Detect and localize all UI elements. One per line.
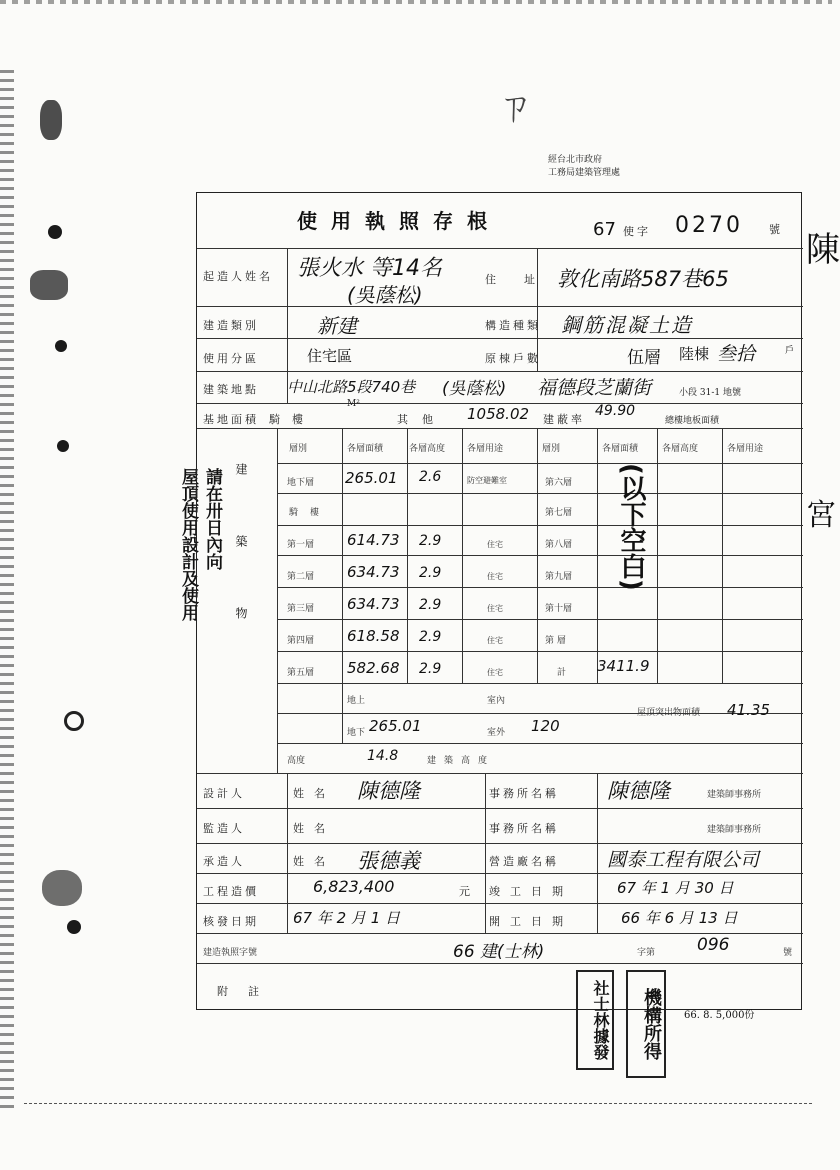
designer-name-label: 姓名: [293, 787, 335, 800]
seal-stamp: [576, 970, 614, 1070]
cost-label: 工程造價: [203, 885, 259, 898]
floor-area: 265.01: [345, 469, 398, 487]
address-label: 住址: [485, 273, 563, 286]
col-rule: [342, 429, 343, 744]
structure-type-label: 構造種類: [485, 319, 541, 332]
col-rule: [722, 429, 723, 684]
col-height: 各層高度: [409, 444, 446, 454]
floor-name: 第一層: [287, 540, 315, 550]
seal-stamp-text: 據發: [591, 1028, 610, 1060]
floor-height: 2.6: [419, 469, 442, 485]
issue-value: 67 年 2 月 1 日: [293, 909, 401, 927]
designer-name-value: 陳德隆: [357, 779, 420, 803]
floor-area: 634.73: [347, 563, 400, 581]
floor-name: 第 層: [545, 636, 566, 646]
issue-label: 核發日期: [203, 915, 259, 928]
contractor-name-value: 張德義: [357, 849, 420, 873]
floor-area: 634.73: [347, 595, 400, 613]
print-mark: 66. 8. 5,000份: [684, 1010, 755, 1021]
table-rule: [277, 587, 803, 588]
usage-label: 使用分區: [203, 352, 259, 365]
supervisor-office-label: 事務所名稱: [489, 822, 559, 835]
col-rule: [462, 429, 463, 684]
floor-height: 2.9: [419, 565, 442, 581]
side-note-2: 請在卅日內向: [202, 468, 222, 570]
contractor-name-label: 姓名: [293, 855, 335, 868]
col-rule: [407, 429, 408, 684]
households-unit: 戶: [785, 346, 795, 356]
permit-word: 使字: [623, 225, 651, 238]
area-total-value: 1058.02: [467, 405, 530, 423]
applicant-label: 起造人姓名: [203, 270, 273, 283]
floor-height: 2.9: [419, 629, 442, 645]
floor-use: 住宅: [487, 540, 503, 549]
usage-value: 住宅區: [307, 347, 353, 365]
sub-below: 地下: [347, 728, 366, 738]
row-rule: [197, 428, 803, 429]
designer-office-label: 事務所名稱: [489, 787, 559, 800]
ink-blot: [30, 270, 68, 300]
area-unit-m2: M²: [347, 399, 360, 409]
col-floor: 層別: [289, 444, 308, 454]
binder-hole: [67, 920, 81, 934]
floor-area-label: 總樓地板面積: [665, 416, 720, 426]
parking-out: 室外: [487, 728, 506, 738]
structure-label: 建造類別: [203, 319, 259, 332]
units-label: 原棟戶數: [485, 352, 541, 365]
page-bottom-rule: [24, 1103, 812, 1104]
permit-form: [196, 192, 802, 1010]
permit-year: 67: [593, 219, 616, 240]
top-mark-center: ㄗ: [496, 85, 535, 129]
floor-name: 第五層: [287, 668, 315, 678]
location-lot: 小段 31-1 地號: [679, 388, 741, 398]
households-value: 叁拾: [717, 343, 756, 365]
location-label: 建築地點: [203, 383, 259, 396]
binder-hole: [57, 440, 69, 452]
approval-stamp-line2: 工務局建築管理處: [548, 168, 621, 178]
completion-value: 67 年 1 月 30 日: [617, 879, 734, 897]
floor-use: 住宅: [487, 604, 503, 613]
col-floor-right: 層別: [542, 444, 561, 454]
floor-height: 2.9: [419, 661, 442, 677]
floor-name: 騎樓: [289, 508, 332, 518]
height-value: 14.8: [367, 748, 399, 764]
permit-number: 0270: [675, 213, 743, 238]
area-label: 基地面積: [203, 413, 259, 426]
table-rule: [277, 463, 803, 464]
col-usage-right: 各層用途: [727, 444, 764, 454]
floor-height: 2.9: [419, 533, 442, 549]
permit-ref-value: 66 建(士林): [453, 942, 545, 962]
seal-stamp: [626, 970, 666, 1078]
structure-value: 新建: [317, 314, 357, 338]
permit-ref-suffix: 號: [783, 948, 793, 958]
floor-name: 第四層: [287, 636, 315, 646]
units-value: 伍層: [627, 348, 661, 368]
floor-use: 住宅: [487, 668, 503, 677]
permit-ref-label: 建造執照字號: [203, 948, 258, 958]
table-rule: [277, 651, 803, 652]
parking-in: 室內: [487, 696, 506, 706]
col-rule: [597, 429, 598, 684]
roof-label: 屋頂突出物面積: [637, 708, 701, 718]
contractor-label: 承造人: [203, 855, 245, 868]
floor-name: 第九層: [545, 572, 573, 582]
floor-use: 住宅: [487, 572, 503, 581]
table-rule: [277, 555, 803, 556]
floor-area: 614.73: [347, 531, 400, 549]
supervisor-office-suffix: 建築師事務所: [707, 825, 762, 835]
table-rule: [277, 525, 803, 526]
floor-area: 582.68: [347, 659, 400, 677]
permit-ref-number: 096: [697, 935, 730, 955]
designer-label: 設計人: [203, 787, 245, 800]
table-rule: [277, 713, 803, 714]
col-area-right: 各層面積: [602, 444, 639, 454]
col-height-right: 各層高度: [662, 444, 699, 454]
ink-blot: [42, 870, 82, 906]
permit-suffix: 號: [769, 223, 783, 236]
roof-value: 41.35: [727, 701, 770, 719]
floor-name: 第十層: [545, 604, 573, 614]
col-rule: [537, 429, 538, 684]
cost-unit: 元: [459, 885, 473, 898]
table-rule: [277, 493, 803, 494]
floor-height: 2.9: [419, 597, 442, 613]
building-side-label: 建築物: [234, 463, 248, 679]
floor-name: 地下層: [287, 478, 315, 488]
designer-office-value: 陳德隆: [607, 779, 670, 803]
location-value-3: 福德段芝蘭街: [537, 377, 652, 399]
floor-name: 第七層: [545, 508, 573, 518]
floor-area: 618.58: [347, 627, 400, 645]
area-total-label: 其他: [397, 413, 447, 426]
row-rule: [197, 963, 803, 964]
table-rule: [277, 619, 803, 620]
location-value: 中山北路5段740巷: [287, 378, 416, 396]
supervisor-label: 監造人: [203, 822, 245, 835]
coverage-value: 49.90: [595, 403, 636, 419]
binder-hole: [55, 340, 67, 352]
floor-use: 防空避難室: [467, 476, 507, 485]
supervisor-name-label: 姓名: [293, 822, 335, 835]
right-margin-char: 宮: [806, 498, 836, 533]
page-top-rule: [0, 0, 832, 4]
right-margin-char: 陳: [806, 230, 840, 270]
eave-label: 建築高度: [427, 756, 496, 766]
ink-blot: [40, 100, 62, 140]
approval-stamp: [548, 154, 763, 194]
sub-above: 地上: [347, 696, 366, 706]
floor-use: 住宅: [487, 636, 503, 645]
binder-edge: [0, 70, 14, 1110]
permit-ref-number-label: 字第: [637, 948, 656, 958]
area-left-label: 騎樓: [269, 413, 315, 426]
floor-name: 第八層: [545, 540, 573, 550]
contractor-firm-value: 國泰工程有限公司: [607, 849, 760, 871]
floor-name: 第三層: [287, 604, 315, 614]
applicant-value-2: (吳蔭松): [347, 283, 423, 307]
floor-name: 計: [557, 668, 567, 678]
side-note-1: 屋頂使用設計及使用: [178, 468, 198, 621]
start-value: 66 年 6 月 13 日: [621, 909, 738, 927]
floor-name: 第二層: [287, 572, 315, 582]
seal-stamp-text: 社士林: [591, 980, 610, 1028]
floor-name: 第六層: [545, 478, 573, 488]
applicant-value: 張火水 等14名: [297, 256, 442, 281]
total-value: 3411.9: [597, 657, 650, 675]
contractor-firm-label: 營造廠名稱: [489, 855, 559, 868]
binder-hole: [48, 225, 62, 239]
col-rule: [287, 773, 288, 933]
completion-label: 竣工日期: [489, 885, 573, 898]
col-usage: 各層用途: [467, 444, 504, 454]
row-rule: [197, 933, 803, 934]
col-rule: [657, 429, 658, 684]
cost-value: 6,823,400: [313, 877, 395, 896]
height-label: 高度: [287, 756, 306, 766]
coverage-label: 建蔽率: [543, 413, 585, 426]
table-rule: [277, 683, 803, 684]
right-blank-note: (以下空白): [616, 463, 646, 591]
parking-value: 120: [531, 717, 560, 735]
start-label: 開工日期: [489, 915, 573, 928]
table-rule: [277, 743, 803, 744]
seal-stamp-text: 機構所得: [641, 988, 662, 1060]
col-rule: [485, 773, 486, 933]
location-value-2: (吳蔭松): [442, 379, 507, 399]
address-value: 敦化南路587巷65: [557, 267, 729, 291]
units-extra: 陸棟: [679, 345, 710, 363]
approval-stamp-line1: 經台北市政府: [548, 155, 603, 165]
col-rule: [277, 429, 278, 774]
form-title: 使用執照存根: [297, 209, 501, 233]
structure-type-value: 鋼筋混凝土造: [561, 313, 693, 337]
col-area: 各層面積: [347, 444, 384, 454]
designer-office-suffix: 建築師事務所: [707, 790, 762, 800]
col-rule: [597, 773, 598, 933]
below-area-value: 265.01: [369, 717, 422, 735]
binder-hole: [64, 711, 84, 731]
remarks-label: 附註: [217, 985, 279, 998]
